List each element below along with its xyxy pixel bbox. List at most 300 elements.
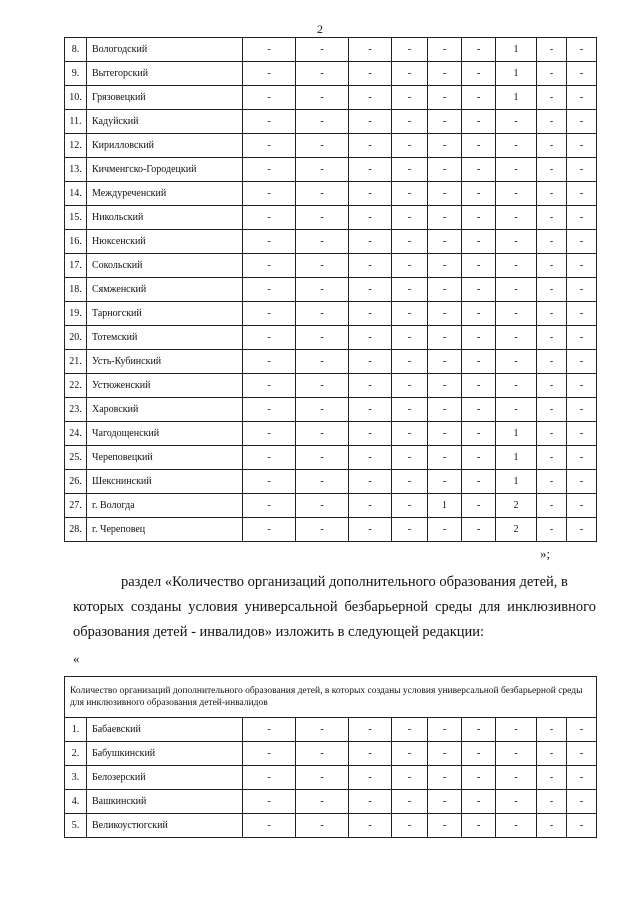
value-cell: 1	[496, 470, 537, 494]
value-cell: -	[243, 518, 296, 542]
value-cell: -	[349, 350, 392, 374]
value-cell: -	[567, 206, 597, 230]
district-name: Бабаевский	[87, 718, 243, 742]
district-name: Кирилловский	[87, 134, 243, 158]
row-number: 22.	[65, 374, 87, 398]
table-row	[65, 766, 597, 790]
table-row	[65, 814, 597, 838]
value-cell: -	[428, 254, 462, 278]
row-number: 8.	[65, 38, 87, 62]
table-row	[65, 350, 597, 374]
value-cell: -	[296, 470, 349, 494]
district-name: Нюксенский	[87, 230, 243, 254]
district-name: Грязовецкий	[87, 86, 243, 110]
value-cell: -	[428, 134, 462, 158]
value-cell: 1	[496, 422, 537, 446]
row-number: 13.	[65, 158, 87, 182]
value-cell: -	[392, 470, 428, 494]
value-cell: -	[462, 766, 496, 790]
value-cell: -	[496, 814, 537, 838]
district-name: Кадуйский	[87, 110, 243, 134]
district-name: Шекснинский	[87, 470, 243, 494]
value-cell: -	[567, 814, 597, 838]
value-cell: -	[392, 158, 428, 182]
value-cell: -	[428, 742, 462, 766]
value-cell: -	[537, 110, 567, 134]
value-cell: -	[428, 62, 462, 86]
value-cell: -	[537, 422, 567, 446]
value-cell: -	[567, 230, 597, 254]
district-name: Бабушкинский	[87, 742, 243, 766]
table-row	[65, 446, 597, 470]
value-cell: -	[243, 62, 296, 86]
table-row	[65, 278, 597, 302]
closing-quote: »;	[540, 546, 551, 561]
value-cell: -	[428, 718, 462, 742]
value-cell: -	[349, 326, 392, 350]
value-cell: -	[567, 110, 597, 134]
row-number: 27.	[65, 494, 87, 518]
value-cell: -	[243, 230, 296, 254]
row-number: 25.	[65, 446, 87, 470]
value-cell: -	[462, 158, 496, 182]
value-cell: -	[428, 38, 462, 62]
value-cell: -	[349, 302, 392, 326]
value-cell: -	[349, 718, 392, 742]
value-cell: -	[296, 398, 349, 422]
value-cell: -	[567, 62, 597, 86]
value-cell: -	[243, 470, 296, 494]
value-cell: -	[392, 350, 428, 374]
district-name: Никольский	[87, 206, 243, 230]
value-cell: -	[296, 766, 349, 790]
value-cell: -	[243, 350, 296, 374]
district-name: г. Вологда	[87, 494, 243, 518]
district-name: Устюженский	[87, 374, 243, 398]
value-cell: -	[537, 254, 567, 278]
value-cell: -	[496, 374, 537, 398]
value-cell: -	[296, 374, 349, 398]
value-cell: -	[567, 470, 597, 494]
value-cell: -	[392, 790, 428, 814]
value-cell: -	[537, 790, 567, 814]
value-cell: -	[537, 718, 567, 742]
value-cell: -	[243, 278, 296, 302]
value-cell: 2	[496, 518, 537, 542]
row-number: 20.	[65, 326, 87, 350]
value-cell: -	[567, 718, 597, 742]
value-cell: -	[537, 278, 567, 302]
value-cell: -	[496, 790, 537, 814]
value-cell: -	[462, 134, 496, 158]
value-cell: -	[296, 302, 349, 326]
table-row	[65, 302, 597, 326]
value-cell: -	[496, 766, 537, 790]
value-cell: -	[392, 742, 428, 766]
row-number: 18.	[65, 278, 87, 302]
row-number: 10.	[65, 86, 87, 110]
value-cell: -	[462, 110, 496, 134]
value-cell: -	[428, 158, 462, 182]
value-cell: -	[349, 790, 392, 814]
district-name: г. Череповец	[87, 518, 243, 542]
value-cell: -	[428, 518, 462, 542]
value-cell: -	[349, 518, 392, 542]
table-row	[65, 110, 597, 134]
value-cell: -	[392, 302, 428, 326]
value-cell: -	[392, 814, 428, 838]
inclusive-education-table	[64, 676, 597, 838]
value-cell: -	[537, 182, 567, 206]
value-cell: -	[462, 86, 496, 110]
value-cell: -	[296, 494, 349, 518]
value-cell: -	[462, 206, 496, 230]
paragraph-continuation: которых созданы условия универсальной безбарьерной среды для инклюзивного образования детей - инвалидов» изложить в следующей редакции:	[73, 599, 596, 640]
value-cell: -	[428, 398, 462, 422]
value-cell: -	[537, 374, 567, 398]
value-cell: -	[349, 230, 392, 254]
value-cell: -	[462, 422, 496, 446]
value-cell: -	[537, 814, 567, 838]
value-cell: -	[243, 182, 296, 206]
value-cell: -	[462, 446, 496, 470]
value-cell: -	[392, 718, 428, 742]
value-cell: -	[296, 422, 349, 446]
value-cell: -	[392, 86, 428, 110]
value-cell: -	[567, 326, 597, 350]
value-cell: -	[296, 86, 349, 110]
value-cell: -	[567, 158, 597, 182]
value-cell: -	[428, 350, 462, 374]
value-cell: -	[462, 230, 496, 254]
value-cell: -	[296, 718, 349, 742]
value-cell: -	[349, 278, 392, 302]
value-cell: -	[567, 254, 597, 278]
value-cell: -	[462, 254, 496, 278]
row-number: 28.	[65, 518, 87, 542]
value-cell: -	[243, 374, 296, 398]
value-cell: -	[243, 302, 296, 326]
value-cell: -	[537, 158, 567, 182]
value-cell: -	[537, 766, 567, 790]
value-cell: -	[296, 182, 349, 206]
row-number: 4.	[65, 790, 87, 814]
table-row	[65, 326, 597, 350]
value-cell: -	[296, 254, 349, 278]
value-cell: -	[392, 62, 428, 86]
value-cell: -	[462, 742, 496, 766]
value-cell: -	[296, 742, 349, 766]
value-cell: -	[243, 398, 296, 422]
value-cell: -	[567, 790, 597, 814]
table-row	[65, 38, 597, 62]
value-cell: -	[428, 182, 462, 206]
value-cell: -	[567, 374, 597, 398]
district-name: Вашкинский	[87, 790, 243, 814]
value-cell: -	[349, 134, 392, 158]
value-cell: -	[243, 110, 296, 134]
value-cell: -	[496, 230, 537, 254]
table-row	[65, 494, 597, 518]
value-cell: -	[428, 86, 462, 110]
value-cell: -	[243, 718, 296, 742]
value-cell: -	[296, 518, 349, 542]
value-cell: -	[243, 206, 296, 230]
value-cell: -	[496, 718, 537, 742]
row-number: 19.	[65, 302, 87, 326]
table-header-row	[65, 677, 597, 718]
value-cell: -	[496, 182, 537, 206]
value-cell: -	[392, 110, 428, 134]
value-cell: -	[296, 790, 349, 814]
value-cell: -	[296, 110, 349, 134]
row-number: 2.	[65, 742, 87, 766]
value-cell: -	[392, 518, 428, 542]
value-cell: -	[567, 38, 597, 62]
row-number: 21.	[65, 350, 87, 374]
value-cell: -	[567, 446, 597, 470]
value-cell: -	[296, 446, 349, 470]
value-cell: -	[567, 742, 597, 766]
value-cell: -	[567, 350, 597, 374]
value-cell: 1	[496, 86, 537, 110]
value-cell: -	[567, 422, 597, 446]
value-cell: -	[537, 206, 567, 230]
paragraph-first-line: раздел «Количество организаций дополнительного образования детей, в	[121, 574, 568, 590]
row-number: 9.	[65, 62, 87, 86]
district-name: Вытегорский	[87, 62, 243, 86]
value-cell: -	[392, 398, 428, 422]
value-cell: -	[349, 110, 392, 134]
value-cell: -	[349, 62, 392, 86]
value-cell: -	[567, 518, 597, 542]
value-cell: -	[496, 326, 537, 350]
value-cell: -	[296, 350, 349, 374]
district-name: Великоустюгский	[87, 814, 243, 838]
value-cell: -	[349, 86, 392, 110]
value-cell: -	[392, 766, 428, 790]
value-cell: -	[537, 742, 567, 766]
row-number: 14.	[65, 182, 87, 206]
value-cell: 1	[496, 446, 537, 470]
table-row	[65, 182, 597, 206]
value-cell: -	[537, 302, 567, 326]
value-cell: -	[462, 350, 496, 374]
value-cell: -	[428, 374, 462, 398]
value-cell: -	[537, 326, 567, 350]
value-cell: -	[296, 38, 349, 62]
value-cell: -	[392, 38, 428, 62]
district-name: Харовский	[87, 398, 243, 422]
value-cell: -	[243, 38, 296, 62]
value-cell: -	[462, 374, 496, 398]
district-name: Сямженский	[87, 278, 243, 302]
table-row	[65, 742, 597, 766]
value-cell: -	[428, 470, 462, 494]
value-cell: -	[349, 158, 392, 182]
row-number: 1.	[65, 718, 87, 742]
value-cell: -	[349, 206, 392, 230]
value-cell: -	[462, 718, 496, 742]
value-cell: -	[243, 86, 296, 110]
district-name: Череповецкий	[87, 446, 243, 470]
value-cell: -	[392, 254, 428, 278]
value-cell: -	[496, 302, 537, 326]
value-cell: -	[462, 38, 496, 62]
value-cell: -	[462, 326, 496, 350]
value-cell: -	[392, 422, 428, 446]
value-cell: -	[462, 814, 496, 838]
row-number: 15.	[65, 206, 87, 230]
value-cell: -	[537, 494, 567, 518]
table-row	[65, 422, 597, 446]
districts-table-continued	[64, 37, 597, 542]
table-row	[65, 398, 597, 422]
district-name: Усть-Кубинский	[87, 350, 243, 374]
value-cell: -	[462, 182, 496, 206]
value-cell: -	[349, 398, 392, 422]
district-name: Вологодский	[87, 38, 243, 62]
table-row	[65, 718, 597, 742]
amendment-paragraph	[73, 570, 596, 645]
value-cell: -	[392, 446, 428, 470]
table-row	[65, 518, 597, 542]
value-cell: -	[349, 422, 392, 446]
table-row	[65, 470, 597, 494]
value-cell: -	[537, 446, 567, 470]
table-row	[65, 790, 597, 814]
value-cell: -	[462, 278, 496, 302]
value-cell: -	[243, 814, 296, 838]
value-cell: -	[537, 350, 567, 374]
value-cell: -	[428, 766, 462, 790]
value-cell: 1	[428, 494, 462, 518]
district-name: Междуреченский	[87, 182, 243, 206]
value-cell: -	[392, 374, 428, 398]
value-cell: 1	[496, 38, 537, 62]
value-cell: -	[296, 814, 349, 838]
district-name: Чагодощенский	[87, 422, 243, 446]
district-name: Сокольский	[87, 254, 243, 278]
table-header-title: Количество организаций дополнительного образования детей, в которых созданы условия универсальной безбарьерной среды для инклюзивного образования детей-инвалидов	[65, 677, 597, 718]
value-cell: -	[496, 206, 537, 230]
value-cell: -	[537, 86, 567, 110]
value-cell: -	[349, 766, 392, 790]
row-number: 23.	[65, 398, 87, 422]
row-number: 11.	[65, 110, 87, 134]
value-cell: -	[567, 134, 597, 158]
value-cell: -	[392, 230, 428, 254]
value-cell: -	[537, 38, 567, 62]
table-row	[65, 230, 597, 254]
value-cell: -	[567, 494, 597, 518]
district-name: Кичменгско-Городецкий	[87, 158, 243, 182]
value-cell: -	[496, 158, 537, 182]
table-row	[65, 134, 597, 158]
value-cell: -	[462, 494, 496, 518]
value-cell: -	[462, 790, 496, 814]
row-number: 3.	[65, 766, 87, 790]
value-cell: -	[243, 254, 296, 278]
value-cell: -	[296, 134, 349, 158]
value-cell: -	[496, 278, 537, 302]
value-cell: -	[428, 446, 462, 470]
value-cell: -	[392, 182, 428, 206]
value-cell: -	[537, 134, 567, 158]
value-cell: -	[567, 302, 597, 326]
value-cell: -	[496, 134, 537, 158]
value-cell: -	[428, 278, 462, 302]
value-cell: -	[567, 86, 597, 110]
row-number: 24.	[65, 422, 87, 446]
value-cell: -	[243, 766, 296, 790]
value-cell: -	[349, 254, 392, 278]
value-cell: -	[243, 494, 296, 518]
value-cell: -	[349, 374, 392, 398]
value-cell: -	[349, 182, 392, 206]
value-cell: -	[349, 446, 392, 470]
value-cell: -	[567, 278, 597, 302]
value-cell: -	[462, 62, 496, 86]
value-cell: -	[392, 326, 428, 350]
table-row	[65, 158, 597, 182]
value-cell: -	[462, 398, 496, 422]
value-cell: -	[496, 254, 537, 278]
value-cell: -	[567, 766, 597, 790]
value-cell: -	[296, 206, 349, 230]
value-cell: -	[296, 158, 349, 182]
value-cell: -	[537, 230, 567, 254]
value-cell: -	[392, 494, 428, 518]
value-cell: -	[462, 470, 496, 494]
value-cell: -	[243, 790, 296, 814]
value-cell: -	[243, 326, 296, 350]
value-cell: -	[537, 518, 567, 542]
value-cell: -	[243, 446, 296, 470]
value-cell: -	[243, 158, 296, 182]
value-cell: -	[428, 326, 462, 350]
value-cell: -	[462, 302, 496, 326]
value-cell: -	[496, 398, 537, 422]
value-cell: -	[428, 230, 462, 254]
value-cell: -	[296, 278, 349, 302]
value-cell: -	[428, 302, 462, 326]
value-cell: -	[392, 134, 428, 158]
value-cell: -	[349, 814, 392, 838]
value-cell: -	[428, 110, 462, 134]
value-cell: -	[392, 278, 428, 302]
value-cell: -	[567, 182, 597, 206]
value-cell: -	[349, 38, 392, 62]
row-number: 12.	[65, 134, 87, 158]
value-cell: -	[349, 470, 392, 494]
value-cell: -	[567, 398, 597, 422]
value-cell: 1	[496, 62, 537, 86]
page-number: 2	[317, 22, 323, 36]
value-cell: -	[537, 470, 567, 494]
value-cell: -	[349, 742, 392, 766]
table-row	[65, 206, 597, 230]
row-number: 26.	[65, 470, 87, 494]
value-cell: 2	[496, 494, 537, 518]
value-cell: -	[428, 814, 462, 838]
value-cell: -	[496, 742, 537, 766]
value-cell: -	[428, 790, 462, 814]
value-cell: -	[296, 62, 349, 86]
opening-quote: «	[73, 651, 80, 666]
table-row	[65, 254, 597, 278]
district-name: Белозерский	[87, 766, 243, 790]
